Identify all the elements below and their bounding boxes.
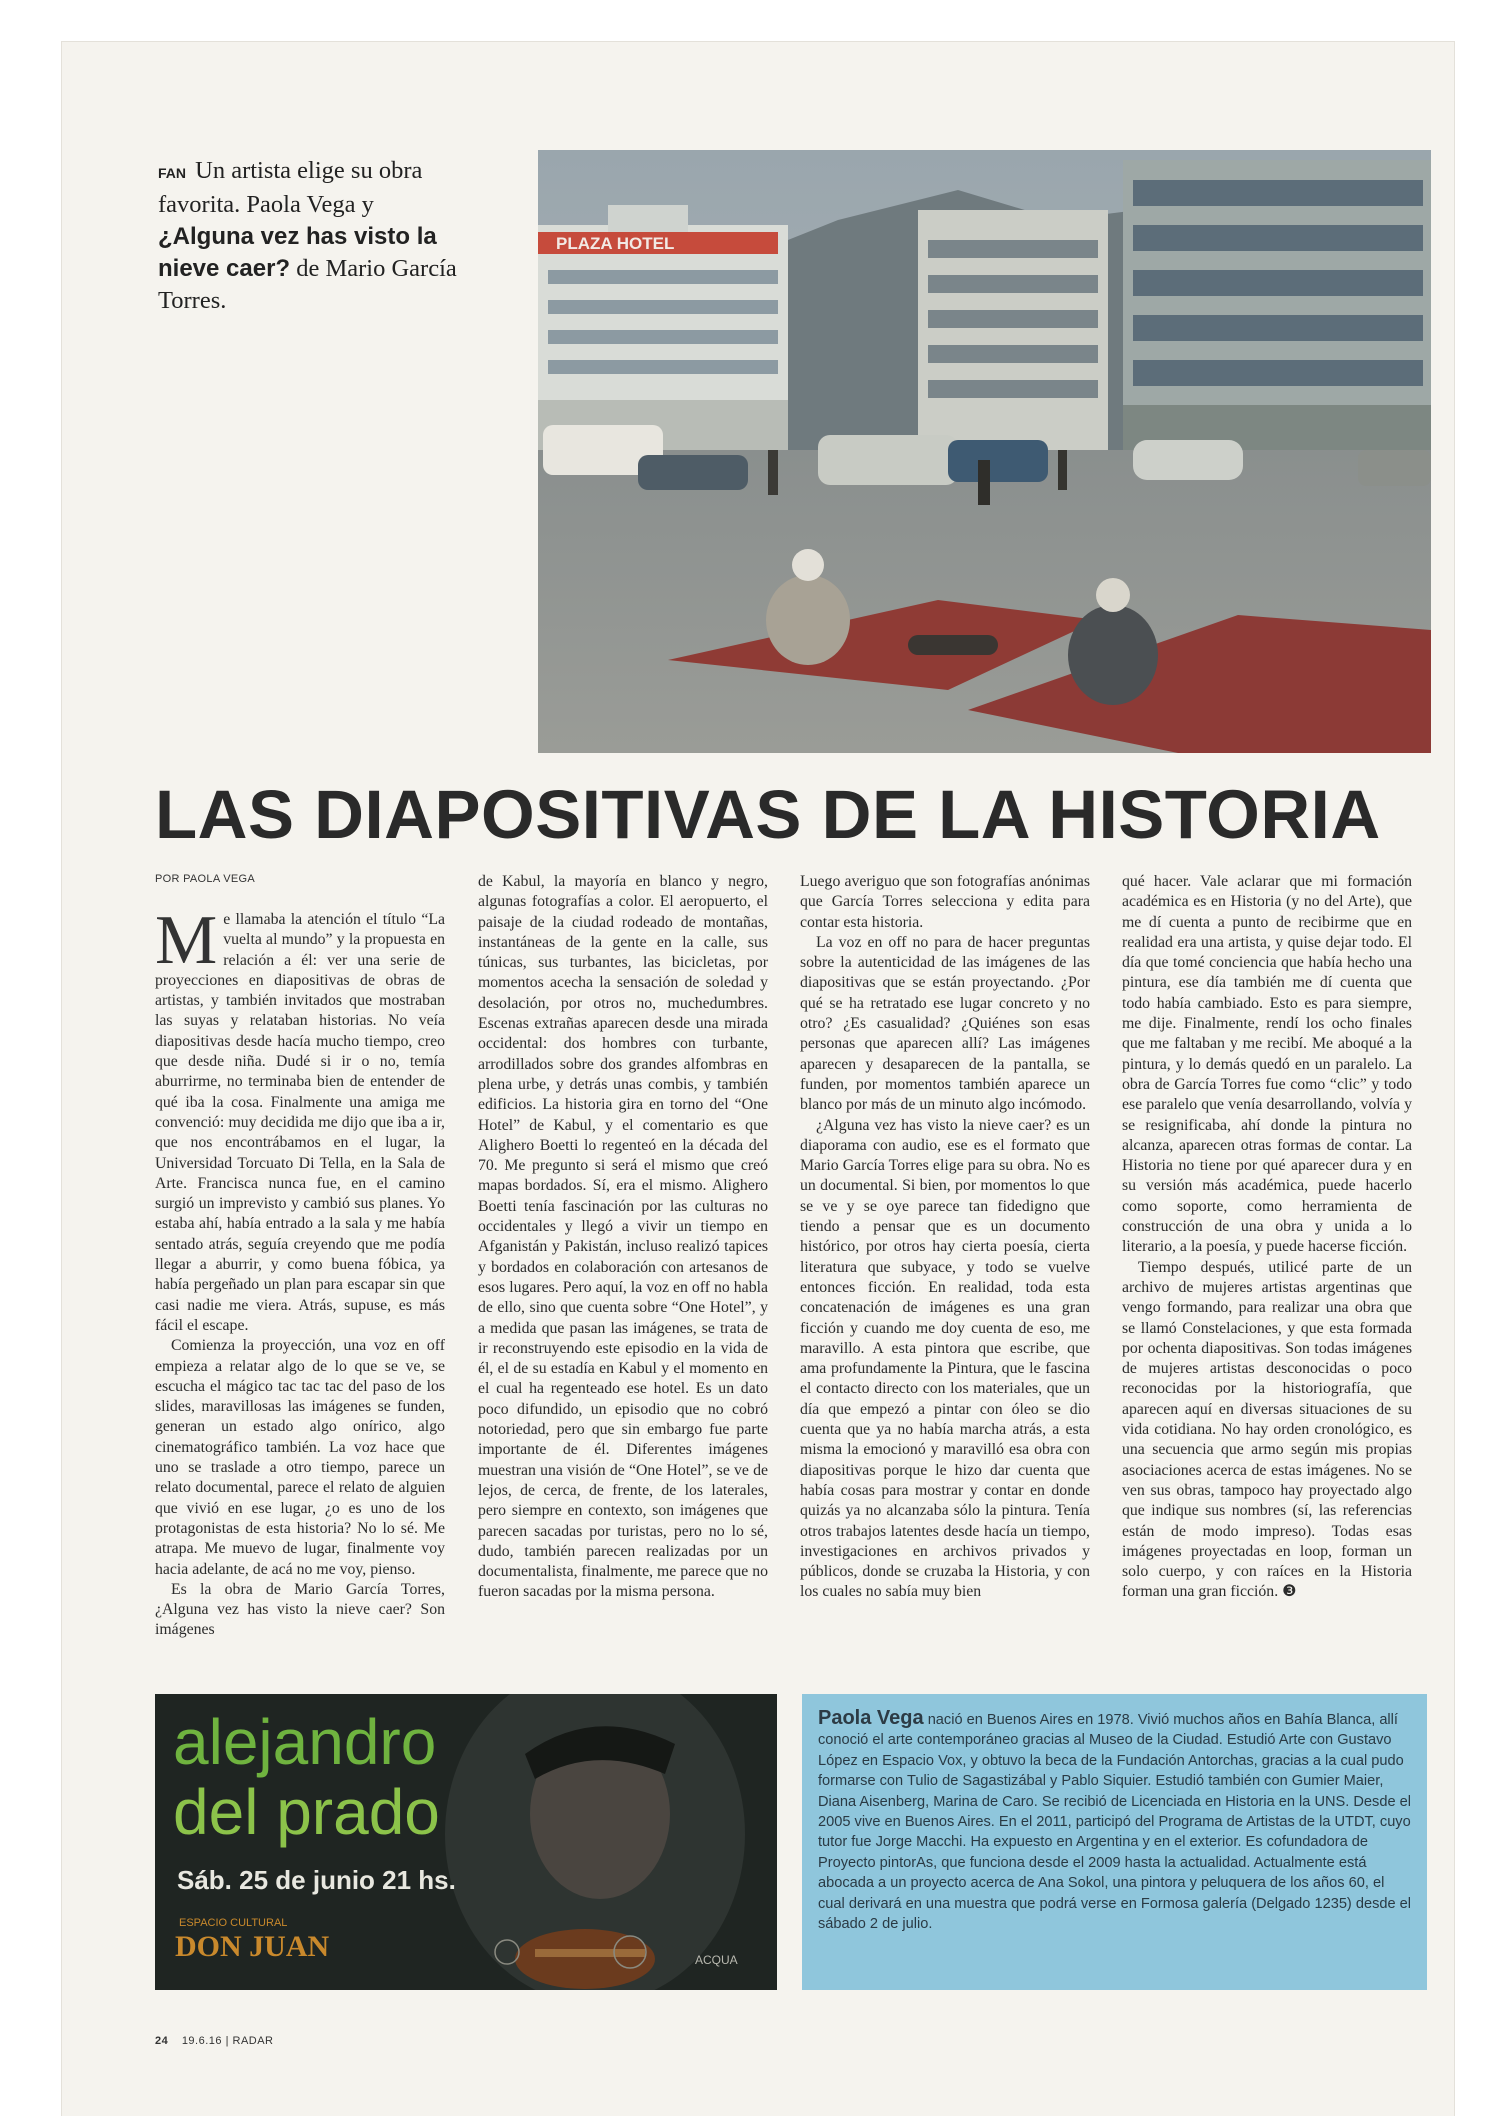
dropcap: M bbox=[155, 910, 218, 979]
concert-advertisement bbox=[155, 1694, 777, 1990]
article-paragraph: Comienza la proyección, una voz en off empieza a relatar algo de lo que se ve, se escucha el mágico tac tac tac del paso de los slides, maravillosas las imágenes se funden, generan un estado algo onírico, algo cinematográfico también. La voz hace que uno se traslade a otro tiempo, parece un relato documental, parece el relato de alguien que vivió en ese lugar, ¿o es uno de los protagonistas de esta historia? No lo sé. Me atrapa. Me muevo de lugar, finalmente voy hacia adelante, de acá no me voy, pienso. bbox=[155, 1337, 445, 1578]
byline: POR PAOLA VEGA bbox=[155, 873, 255, 885]
bio-text: nació en Buenos Aires en 1978. Vivió muchos años en Bahía Blanca, allí conoció el arte contemporáneo gracias al Museo de la Ciudad. Estudió Arte con Gustavo López en Espacio Vox, y obtuvo la beca de la Fundación Antorchas, gracias a la cual pudo formarse con Tulio de Sagastizábal y Pablo Siquier. Estudió también con Gumier Maier, Diana Aisenberg, Marina de Caro. Se recibió de Licenciada en Historia en la UNS. Desde el 2005 vive en Buenos Aires. En el 2011, participó del Programa de Artistas de la UTDT, cuyo tutor fue Jorge Macchi. Ha expuesto en Argentina y en el exterior. Es cofundadora de Proyecto pintorAs, que funciona desde el 2009 hasta la actualidad. Actualmente está abocada a un proyecto acerca de Ana Sokol, una pintora y peluquera de los años 60, el cual derivará en una muestra que podrá verse en Formosa galería (Delgado 1235) desde el sábado 2 de julio. bbox=[818, 1712, 1412, 1933]
article-column-4 bbox=[1122, 872, 1412, 1662]
ad-artist-last: del prado bbox=[173, 1776, 440, 1848]
ad-artwork bbox=[155, 1694, 777, 1990]
ad-venue: DON JUAN bbox=[175, 1930, 330, 1963]
bio-name: Paola Vega bbox=[818, 1707, 924, 1729]
article-paragraph: Tiempo después, utilicé parte de un archivo de mujeres artistas argentinas que vengo formando, para realizar una obra que se llamó Constelaciones, y que esta formada por ochenta diapositivas. Son todas imágenes de mujeres artistas desconocidas o poco reconocidas por la historiografía, que aparecen aquí en diversas situaciones de su vida cotidiana. No hay orden cronológico, es una secuencia que armo según mis propias asociaciones acerca de estas imágenes. No se ven sus obras, tampoco hay proyectado algo que indique sus nombres (sí, las referencias están de modo impreso). Todas esas imágenes proyectadas en loop, forman un solo cuerpo, y con raíces en la Historia forman una gran ficción. ❸ bbox=[1122, 1258, 1412, 1601]
intro-deck bbox=[158, 155, 458, 317]
section-tag: FAN bbox=[158, 165, 186, 181]
author-bio bbox=[818, 1708, 1414, 1934]
intro-work-title: ¿Alguna vez has visto la nieve caer? bbox=[158, 223, 437, 282]
issue-date: 19.6.16 bbox=[181, 2035, 223, 2047]
article-paragraph: Luego averiguo que son fotografías anónimas que García Torres selecciona y edita para contar esta historia. bbox=[800, 873, 1090, 931]
article-paragraph: ¿Alguna vez has visto la nieve caer? es un diaporama con audio, ese es el formato que Mario García Torres elige para su obra. No es un documental. Si bien, por momentos lo que se ve y se oye parece tan fidedigno que tiendo a pensar que es un documento histórico, por otros hay cierta poesía, cierta literatura que subyace, y todo se vuelve entonces ficción. En realidad, toda esta concatenación de imágenes es una gran ficción y cuando me doy cuenta de eso, me maravillo. A esta pintora que escribe, que ama profundamente la Pintura, que le fascina el contacto directo con los materiales, que un día que empezó a pintar con óleo se dio cuenta que ya no había marcha atrás, a esta misma la emocionó y maravilló esa obra con diapositivas porque le hizo dar cuenta que había cosas para mostrar y contar en donde quizás ya no alcanzaba sólo la pintura. Tenía otros trabajos latentes desde hacía un tiempo, investigaciones en archivos privados y públicos, donde se cruzaba la Historia, y con los cuales no sabía muy bien bbox=[800, 1116, 1090, 1601]
intro-text: Un artista elige su obra favorita. Paola Vega y bbox=[158, 157, 423, 218]
ad-brand: ACQUA bbox=[695, 1953, 738, 1967]
article-paragraph: La voz en off no para de hacer preguntas sobre la autenticidad de las imágenes de las diapositivas que se están proyectando. ¿Por qué se ha retratado ese lugar concreto y no otro? ¿Es casualidad? ¿Quiénes son esas personas que aparecen allí? Las imágenes aparecen y desaparecen de la pantalla, se funden, por momentos también aparece un blanco por más de un minuto algo incómodo. bbox=[800, 933, 1090, 1114]
article-paragraph: Me llamaba la atención el título “La vuelta al mundo” y la propuesta en relación a él: ver una serie de proyecciones en diapositivas de obras de artistas, y también invitados que mostraban las suyas y relataban historias. No veía diapositivas desde hacía mucho tiempo, creo que desde niña. Dudé si ir o no, temía aburrirme, no terminaba bien de entender de qué iba la cosa. Finalmente una amiga me convenció: muy decidida me dijo que iba a ir, que nos encontrábamos en el lugar, la Universidad Torcuato Di Tella, en la Sala de Arte. Francisca nunca fue, en el camino surgió un imprevisto y cambió sus planes. Yo estaba ahí, había entrado a la sala y me había sentado atrás, seguía creyendo que me podía llegar a aburrir, y como buena fóbica, ya había pergeñado un plan para escapar sin que casi nadie me viera. Atrás, supuse, es más fácil el escape. bbox=[155, 910, 445, 1334]
ad-venue-label: ESPACIO CULTURAL bbox=[179, 1917, 288, 1929]
article-paragraph: qué hacer. Vale aclarar que mi formación académica es en Historia (y no del Arte), que me dí cuenta a punto de recibirme que en realidad era una artista, y quise dejar todo. El día que tomé conciencia que había hecho una pintura, ese día también me dí cuenta que todo había cambiado. Esto es para siempre, me dije. Finalmente, rendí los ocho finales que me faltaban y me recibí. Me aboqué a la pintura, y lo demás quedó en un paralelo. La obra de García Torres fue como “clic” y todo ese paralelo que venía desarrollando, volvía y se resignificaba, ahí donde la pintura no alcanza, aparecen otras formas de contar. La Historia no tiene por qué aparecer dura y en su versión más académica, puede hacerlo como soporte, como herramienta de construcción de una obra y unida a lo literario, a la poesía, y puede hacerse ficción. bbox=[1122, 873, 1412, 1256]
article-column-1 bbox=[155, 910, 445, 1662]
ad-date: Sáb. 25 de junio 21 hs. bbox=[177, 1865, 456, 1895]
article-photo bbox=[538, 150, 1431, 753]
article-headline: LAS DIAPOSITIVAS DE LA HISTORIA bbox=[155, 776, 1381, 853]
publication-name: RADAR bbox=[232, 2035, 274, 2047]
article-column-2 bbox=[478, 872, 768, 1662]
intro-author: de Mario García Torres. bbox=[158, 255, 457, 314]
article-column-3 bbox=[800, 872, 1090, 1662]
ad-artist-first: alejandro bbox=[173, 1706, 437, 1778]
page-footer: 24 19.6.16 | RADAR bbox=[155, 2035, 274, 2047]
author-bio-box bbox=[802, 1694, 1427, 1990]
article-paragraph: Es la obra de Mario García Torres, ¿Alguna vez has visto la nieve caer? Son imágenes bbox=[155, 1580, 445, 1639]
kabul-street-photo bbox=[538, 150, 1431, 753]
page-number: 24 bbox=[155, 2035, 169, 2047]
hotel-sign: PLAZA HOTEL bbox=[556, 234, 675, 253]
article-paragraph: de Kabul, la mayoría en blanco y negro, algunas fotografías a color. El aeropuerto, el paisaje de la ciudad rodeado de montañas, instantáneas de la gente en la calle, sus túnicas, sus turbantes, las bicicletas, por momentos acecha la sensación de soledad y desolación, por otros no, muchedumbres. Escenas extrañas aparecen desde una mirada occidental: dos hombres con turbante, arrodillados sobre dos grandes alfombras en plena urbe, y detrás unas combis, y también edificios. La historia gira en torno del “One Hotel” de Kabul, y el comentario es que Alighero Boetti lo regenteó en la década del 70. Me pregunto si será el mismo que creó mapas bordados. Sí, era el mismo. Alighero Boetti tenía fascinación por las culturas no occidentales y llegó a vivir un tiempo en Afganistán y Pakistán, incluso realizó tapices y bordados en colaboración con artesanos de esos lugares. Pero aquí, la voz en off no habla de ello, sino que cuenta sobre “One Hotel”, y a medida que pasan las imágenes, se trata de ir reconstruyendo este episodio en la vida de él, el de su estadía en Kabul y el momento en el cual ha regenteado ese hotel. Es un dato poco difundido, un episodio que no cobró notoriedad, pero que sin embargo fue parte importante de él. Diferentes imágenes muestran una visión de “One Hotel”, se ve de lejos, de cerca, de frente, de los laterales, pero siempre en contexto, son imágenes que parecen sacadas por turistas, pero no lo sé, dudo, también parecen realizadas por un documentalista, finalmente, me parece que no fueron sacadas por la misma persona. bbox=[478, 873, 768, 1601]
